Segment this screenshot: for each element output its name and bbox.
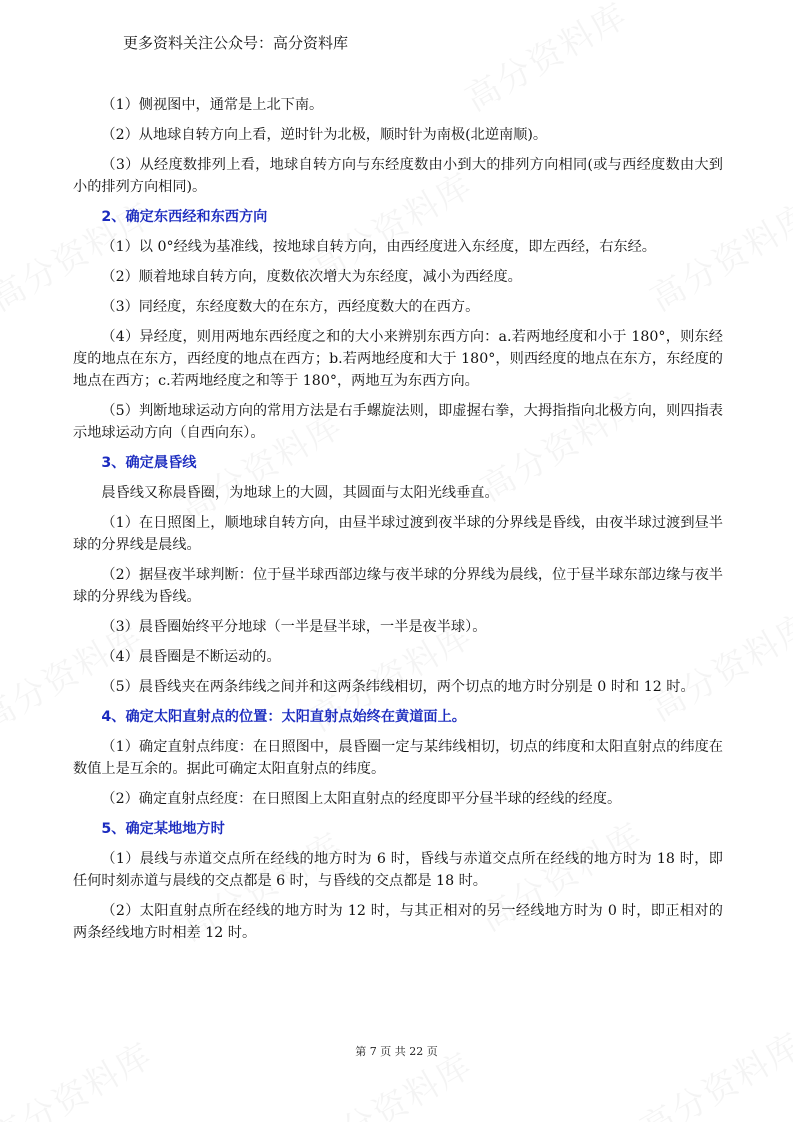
paragraph: （3）晨昏圈始终平分地球（一半是昼半球，一半是夜半球）。	[101, 619, 487, 635]
paragraph: （2）从地球自转方向上看，逆时针为北极，顺时针为南极(北逆南顺)。	[101, 127, 548, 143]
section-heading: 3、确定晨昏线	[101, 455, 197, 471]
paragraph: 晨昏线又称晨昏圈，为地球上的大圆，其圆面与太阳光线垂直。	[101, 485, 499, 501]
paragraph: （1）在日照图上，顺地球自转方向，由昼半球过渡到夜半球的分界线是昏线，由夜半球过渡到昼半球的分界线是晨线。	[73, 515, 723, 553]
document-body	[73, 94, 723, 952]
paragraph: （4）异经度，则用两地东西经度之和的大小来辨别东西方向：a.若两地经度和小于 180°，则东经度的地点在东方，西经度的地点在西方；b.若两地经度和大于 180°，则西经度的地点在东方，东经度的地点在西方；c.若两地经度之和等于 180°，两地互为东西方向。	[73, 329, 723, 389]
paragraph: （2）顺着地球自转方向，度数依次增大为东经度，减小为西经度。	[101, 269, 522, 285]
page-header: 更多资料关注公众号：高分资料库	[123, 34, 349, 52]
paragraph: （5）判断地球运动方向的常用方法是右手螺旋法则，即虚握右拳，大拇指指向北极方向，则四指表示地球运动方向（自西向东）。	[73, 403, 723, 441]
paragraph: （3）同经度，东经度数大的在东方，西经度数大的在西方。	[101, 299, 480, 315]
paragraph: （2）据昼夜半球判断：位于昼半球西部边缘与夜半球的分界线为晨线，位于昼半球东部边缘与夜半球的分界线为昏线。	[73, 567, 723, 605]
paragraph: （3）从经度数排列上看，地球自转方向与东经度数由小到大的排列方向相同(或与西经度数由大到小的排列方向相同)。	[73, 157, 723, 195]
section-heading: 2、确定东西经和东西方向	[101, 209, 268, 225]
paragraph: （4）晨昏圈是不断运动的。	[101, 649, 281, 665]
watermark-text	[630, 1018, 793, 1122]
paragraph: （5）晨昏线夹在两条纬线之间并和这两条纬线相切，两个切点的地方时分别是 0 时和 12 时。	[101, 679, 695, 695]
paragraph: （1）以 0°经线为基准线，按地球自转方向，由西经度进入东经度，即左西经，右东经。	[101, 239, 656, 255]
section-heading: 5、确定某地地方时	[101, 821, 225, 837]
paragraph: （2）太阳直射点所在经线的地方时为 12 时，与其正相对的另一经线地方时为 0 时，即正相对的两条经线地方时相差 12 时。	[73, 903, 723, 941]
paragraph: （1）侧视图中，通常是上北下南。	[101, 97, 324, 113]
section-heading: 4、确定太阳直射点的位置：太阳直射点始终在黄道面上。	[101, 709, 466, 725]
page-number: 第 7 页 共 22 页	[355, 1045, 438, 1058]
paragraph: （1）确定直射点纬度：在日照图中，晨昏圈一定与某纬线相切，切点的纬度和太阳直射点的纬度在数值上是互余的。据此可确定太阳直射点的纬度。	[73, 739, 723, 777]
paragraph: （2）确定直射点经度：在日照图上太阳直射点的经度即平分昼半球的经线的经度。	[101, 791, 622, 807]
paragraph: （1）晨线与赤道交点所在经线的地方时为 6 时，昏线与赤道交点所在经线的地方时为 18 时，即任何时刻赤道与晨线的交点都是 6 时，与昏线的交点都是 18 时。	[73, 851, 723, 889]
